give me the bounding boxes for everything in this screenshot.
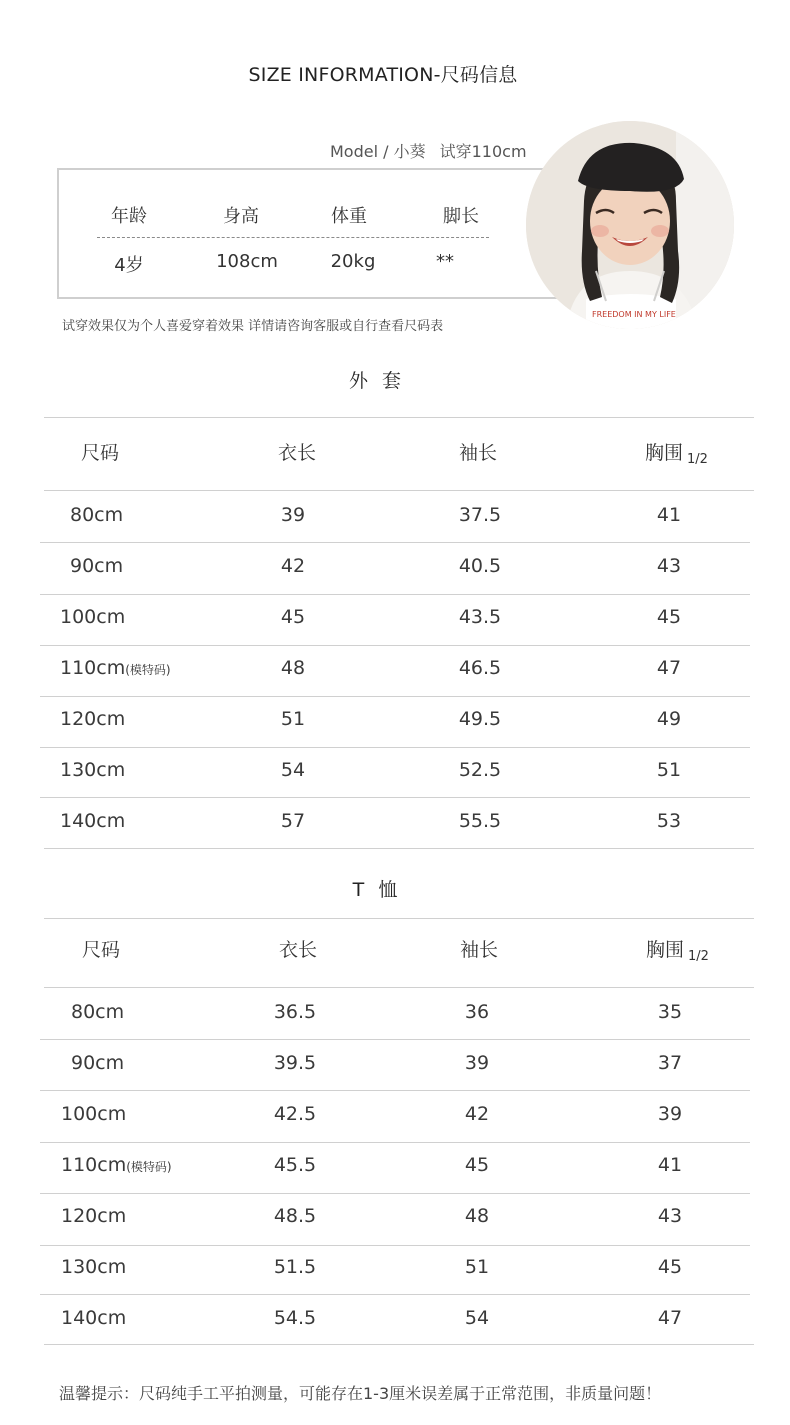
sleeve-cell: 55.5 [458, 810, 502, 832]
coat-section-title: 外 套 [348, 370, 406, 392]
size-value: 110cm [60, 657, 126, 679]
size-cell: 130cm [61, 1256, 127, 1278]
sleeve-cell: 42 [464, 1103, 490, 1125]
chest-cell: 37 [657, 1052, 683, 1074]
coat-header-size: 尺码 [80, 442, 119, 464]
length-cell: 54.5 [273, 1307, 317, 1329]
size-cell: 80cm [71, 1001, 125, 1023]
table-rule [40, 1090, 750, 1091]
table-rule [44, 918, 754, 919]
length-cell: 45 [280, 606, 306, 628]
tshirt-section-title: T 恤 [352, 879, 402, 901]
table-rule [44, 417, 754, 418]
chest-cell: 53 [656, 810, 682, 832]
model-value-height: 108cm [216, 251, 278, 272]
coat-header-chest-label: 胸围 [645, 442, 684, 464]
length-cell: 39.5 [273, 1052, 317, 1074]
model-header-height: 身高 [223, 206, 259, 227]
sleeve-cell: 49.5 [458, 708, 502, 730]
table-rule [40, 1193, 750, 1194]
size-value: 110cm [61, 1154, 127, 1176]
sleeve-cell: 39 [464, 1052, 490, 1074]
sleeve-cell: 43.5 [458, 606, 502, 628]
size-cell: 120cm [60, 708, 126, 730]
length-cell: 51.5 [273, 1256, 317, 1278]
table-rule [40, 797, 750, 798]
model-trial-size: 试穿110cm [439, 142, 527, 161]
length-cell: 45.5 [273, 1154, 317, 1176]
chest-cell: 35 [657, 1001, 683, 1023]
length-cell: 42 [280, 555, 306, 577]
length-cell: 48 [280, 657, 306, 679]
page-title: SIZE INFORMATION-尺码信息 [248, 64, 518, 86]
table-rule [40, 1039, 750, 1040]
footer-note: 温馨提示：尺码纯手工平拍测量，可能存在1-3厘米误差属于正常范围，非质量问题！ [59, 1384, 662, 1403]
size-cell: 100cm [60, 606, 126, 628]
sleeve-cell: 51 [464, 1256, 490, 1278]
sleeve-cell: 46.5 [458, 657, 502, 679]
model-size-note: (模特码) [125, 663, 171, 677]
chest-cell: 47 [657, 1307, 683, 1329]
dashed-divider [97, 237, 489, 238]
table-rule [44, 490, 754, 491]
length-cell: 54 [280, 759, 306, 781]
chest-cell: 45 [657, 1256, 683, 1278]
table-rule [40, 747, 750, 748]
table-rule [40, 645, 750, 646]
tshirt-header-size: 尺码 [81, 939, 120, 961]
chest-cell: 39 [657, 1103, 683, 1125]
table-rule [40, 696, 750, 697]
length-cell: 42.5 [273, 1103, 317, 1125]
sleeve-cell: 52.5 [458, 759, 502, 781]
length-cell: 39 [280, 504, 306, 526]
coat-header-sleeve: 袖长 [458, 442, 497, 464]
model-name: Model / 小葵 [330, 142, 426, 161]
size-cell: 140cm [60, 810, 126, 832]
model-size-note: (模特码) [126, 1160, 172, 1174]
size-cell: 90cm [71, 1052, 125, 1074]
size-cell: 90cm [70, 555, 124, 577]
tshirt-header-sleeve: 袖长 [459, 939, 498, 961]
model-caption [330, 139, 527, 162]
sleeve-cell: 40.5 [458, 555, 502, 577]
sleeve-cell: 45 [464, 1154, 490, 1176]
length-cell: 48.5 [273, 1205, 317, 1227]
sleeve-cell: 37.5 [458, 504, 502, 526]
size-cell: 140cm [61, 1307, 127, 1329]
chest-cell: 43 [656, 555, 682, 577]
table-rule [40, 1142, 750, 1143]
coat-header-chest [645, 438, 708, 465]
length-cell: 36.5 [273, 1001, 317, 1023]
chest-cell: 47 [656, 657, 682, 679]
table-rule [40, 542, 750, 543]
size-cell [60, 657, 171, 679]
table-rule [44, 987, 754, 988]
model-photo [526, 121, 734, 329]
half-mark: 1/2 [687, 452, 708, 467]
model-value-foot: ** [436, 251, 454, 272]
model-value-age: 4岁 [114, 255, 144, 276]
model-header-age: 年龄 [111, 206, 147, 227]
chest-cell: 41 [656, 504, 682, 526]
sleeve-cell: 36 [464, 1001, 490, 1023]
table-rule [40, 1245, 750, 1246]
half-mark: 1/2 [688, 949, 709, 964]
length-cell: 57 [280, 810, 306, 832]
size-cell: 130cm [60, 759, 126, 781]
shirt-print-text: FREEDOM IN MY LIFE [592, 310, 676, 319]
tshirt-header-chest-label: 胸围 [646, 939, 685, 961]
size-cell: 120cm [61, 1205, 127, 1227]
tshirt-header-chest [646, 935, 709, 962]
coat-header-length: 衣长 [277, 442, 316, 464]
chest-cell: 51 [656, 759, 682, 781]
size-cell [61, 1154, 172, 1176]
chest-cell: 43 [657, 1205, 683, 1227]
disclaimer-text: 试穿效果仅为个人喜爱穿着效果 详情请咨询客服或自行查看尺码表 [62, 319, 444, 334]
table-rule [44, 848, 754, 849]
model-header-weight: 体重 [331, 206, 367, 227]
size-cell: 100cm [61, 1103, 127, 1125]
sleeve-cell: 54 [464, 1307, 490, 1329]
model-header-foot: 脚长 [443, 206, 479, 227]
sleeve-cell: 48 [464, 1205, 490, 1227]
table-rule [40, 594, 750, 595]
table-rule [40, 1294, 750, 1295]
tshirt-header-length: 衣长 [278, 939, 317, 961]
model-value-weight: 20kg [330, 251, 376, 272]
length-cell: 51 [280, 708, 306, 730]
chest-cell: 45 [656, 606, 682, 628]
table-rule [44, 1344, 754, 1345]
chest-cell: 49 [656, 708, 682, 730]
model-info-box [57, 168, 557, 299]
size-cell: 80cm [70, 504, 124, 526]
chest-cell: 41 [657, 1154, 683, 1176]
